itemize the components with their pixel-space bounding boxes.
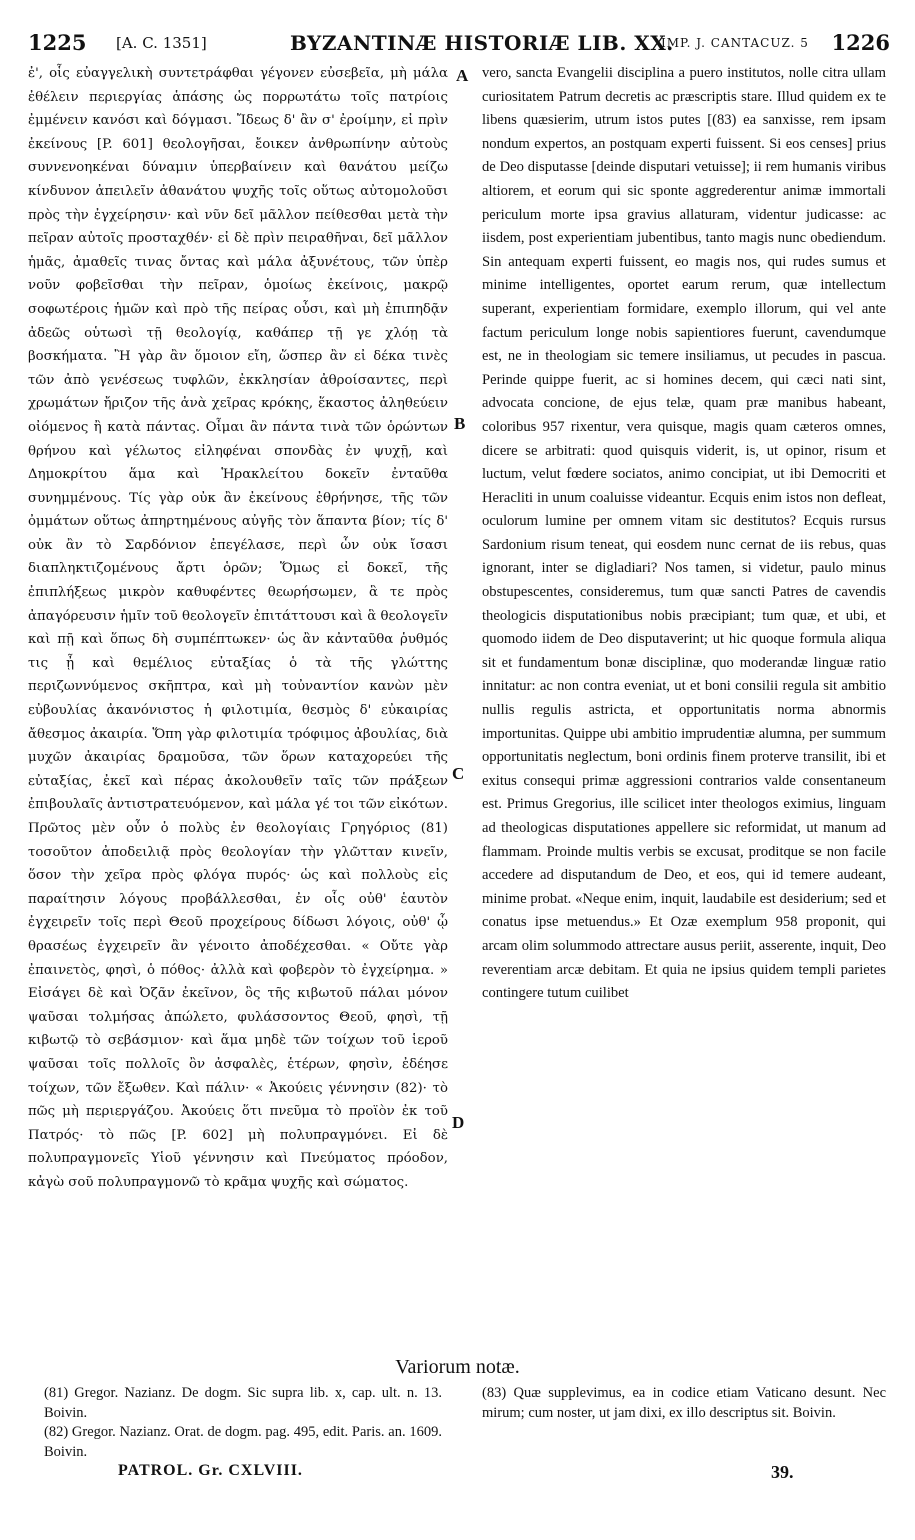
- year-marker: [A. C. 1351]: [116, 34, 207, 52]
- emperor-marker: IMP. J. CANTACUZ. 5: [661, 36, 809, 50]
- latin-text: vero, sancta Evangelii disciplina a puero institutos, nolle citra ullam curiositatem Patrum decretis ac præscriptis stare. Illud quidem ex te libens quæsierim, utrum istos putes [(83) ea sanxisse, rem ipsam nondum expertos, an postquam experti fuissent. Si eos censes] prius de Deo disputasse [deinde disputari vetuisse]; ii rem humanis viribus altiorem, et eorum qui sic sponte aggrederentur animæ immortali periculum morte ipsa gravius allaturam, videntur judicasse: ac iisdem, post experientiam jubentibus, tanto magis nunc obediendum. Sin antequam experti fuissent, eo magis nos, qui rudes sumus et minime intelligentes, oportet earum rerum, quæ intellectum superant, experientiam formidare, exemplo illorum, qui vel ante factum periculum longe nobis sapientiores fuerunt, cavendumque est, ne in theologiam sic temere insiliamus, ut pecudes in pascua. Perinde quippe fuerit, ac si homines decem, qui cæci nati sint, advocata concione, de ejus telæ, quam præ manibus habeant, coloribus 957 rixentur, vera quisque, magis quam cæteros omnes, dicere se arbitrati: quod quisquis viderit, is, ut opinor, risum et luctum, velut fœdere sociatos, animo concipiat, ut ibi Democriti et Heracliti in unum coaluisse videantur. Ecquis enim istos non defleat, oculorum lumine per omnem vitam sic destitutos? Ecquis rursus Sardonium risum teneat, qui eosdem nunc cernat de iis rebus, quas ignorant, inter se digladiari? Nos tamen, si videtur, paulo minus obstupescentes, consideremus, tum quæ sancti Patres de cavendis theologicis disputationibus nobis præcipiant; tum quæ, et ubi, et quomodo iidem de Deo disputaverint; ut hic quoque formula aliqua sit et fundamentum bonæ disciplinæ, quo moderandæ linguæ ratio innitatur: ac non contra eveniat, ut et boni consilii regula sit ambitio nullis regulis astricta, et opportunitatis norma abnormis importunitas. Quippe ubi ambitio imprudentiæ alumna, per summum opportunitatis neglectum, boni ordinis finem proterve transilit, ibi et exitus consequi primæ aggressioni contrarios valde consentaneum est. Primus Gregorius, ille scilicet inter theologos eximius, linguam ad theologicas disputationes appellere sic reformidat, ut manum ad flammam. Proinde multis verbis se excusat, proditque se non facile accedere ad disputandum de Deo, et eos, qui id temere audeant, minime probat. «Neque enim, inquit, laudabile est desiderium; sed et conatus ipse metuendus.» Et Ozæ exemplum 958 proponit, qui arcam olim solummodo attrectare ausus periit, asserente, inquit, Deo reverentiam arcæ debitam. Et quia ne ipsius quidem templi parietes contingere tutum cuilibet: [482, 65, 886, 1002]
- right-page-number: 1226: [831, 30, 890, 55]
- running-title: BYZANTINÆ HISTORIÆ LIB. XX.: [290, 31, 674, 55]
- footer-series: PATROL. Gr. CXLVIII.: [118, 1462, 303, 1479]
- margin-marker-a: A: [456, 66, 469, 85]
- footnote-81: (81) Gregor. Nazianz. De dogm. Sic supra lib. x, cap. ult. n. 13. Boivin.: [44, 1385, 442, 1421]
- margin-marker-b: B: [454, 414, 466, 433]
- footnote-82: (82) Gregor. Nazianz. Orat. de dogm. pag. 495, edit. Paris. an. 1609. Boivin.: [44, 1424, 442, 1460]
- left-page-number: 1225: [28, 30, 87, 55]
- notes-left-column: [44, 1384, 442, 1462]
- margin-marker-c: C: [452, 764, 465, 783]
- notes-right-column: [482, 1384, 886, 1423]
- notes-heading: Variorum notæ.: [395, 1356, 520, 1378]
- margin-marker-d: D: [452, 1113, 465, 1132]
- greek-text: ἐ', οἷς εὐαγγελικὴ συντετράφθαι γέγονεν εὐσεβεῖα, μὴ μάλα ἐθέλειν περιεργίας ἁπάσης ὡς πορρωτάτω τοῖς πατρίοις ἐμμένειν κανόσι καὶ δόγμασι. Ἴδεως δ' ἂν σ' ἐροίμην, εἰ πρὶν ἐκείνους [P. 601] θεολογῆσαι, ἔοικεν ἀνθρωπίνην αὐτοὺς συννενοηκέναι δύναμιν ὑπερβαίνειν καὶ θανάτου μείζω κίνδυνον ἀπειλεῖν ἀθανάτου ψυχῆς τοῖς οὕτως αὐτομολοῦσι πρὸς τὴν ἐγχείρησιν· καὶ νῦν δεῖ μᾶλλον πείθεσθαι μετὰ τὴν πεῖραν αὐτοῖς προσταχθέν· εἰ δὲ πρὶν πειραθῆναι, δεῖ μᾶλλον ἡμᾶς, ἀμαθεῖς τινας ὄντας καὶ μάλα ἀξυνέτους, τῶν ὑπὲρ νοῦν φοβεῖσθαι τὴν πεῖραν, ὁμοίως ἐκείνοις, μακρῷ σοφωτέροις ἡμῶν καὶ πρὸ τῆς πείρας οὖσι, καὶ μὴ ἐπιπηδᾷν ἀδεῶς οὑτωσὶ τῇ θεολογίᾳ, καθάπερ τῇ γε χλόῃ τὰ βοσκήματα. Ἢ γὰρ ἂν ὅμοιον εἴη, ὥσπερ ἂν εἰ δέκα τινὲς τῶν ἀπὸ γενέσεως τυφλῶν, ἐκκλησίαν ἀθροίσαντες, περὶ χρωμάτων ἤριζον τῆς ἀνὰ χεῖρας κρόκης, ἕκαστος ἀληθεύειν οἰόμενος ἢ κατὰ πάντας. Οἶμαι ἂν πάντα τινὰ τῶν ὁρώντων θρήνου καὶ γέλωτος εἰληφέναι σπονδὰς ἐν ψυχῇ, καὶ Δημοκρίτου ἅμα καὶ Ἡρακλείτου δοκεῖν ἐνταῦθα συνημμένους. Τίς γὰρ οὐκ ἂν ἐκείνους ἐθρήνησε, τῆς τῶν ὀμμάτων οὕτως ἀπηρτημένους αὐγῆς τὸν ἅπαντα βίον; τίς δ' οὐκ ἂν τὸ Σαρδόνιον ἐπεγέλασε, περὶ ὧν οὐκ ἴσασι διαπληκτιζομένους ἄρτι ὁρῶν; Ὅμως εἰ δοκεῖ, τῆς ἐπιπλήξεως μικρὸν καθυφέντες θεωρήσωμεν, ἃ τε πρὸς ἀπαγόρευσιν ἡμῖν τοῦ θεολογεῖν ἐπιτάττουσι καὶ ἃ θεολογεῖν καὶ πῇ καὶ ὅπως δὴ συμπέπτωκεν· ὡς ἂν κἀνταῦθα ῥυθμός τις ᾖ καὶ θεμέλιος εὐταξίας ὁ τὰ τῆς γλώττης περιζωννύμενος σκῆπτρα, καὶ μὴ τοὐναντίον κανὼν μὲν εὐβουλίας ἀκανόνιστος ἡ φιλοτιμία, θεσμὸς δ' εὐκαιρίας ἄθεσμος ἀκαιρία. Ὅπη γὰρ φιλοτιμία τρόφιμος ἀβουλίας, διὰ μυχῶν ἀκαιρίας δραμοῦσα, τῶν ὅρων καταχορεύει τῆς εὐταξίας, ἐκεῖ καὶ πέρας ἀκολουθεῖν ταῖς τῶν πράξεων ἐπιβουλαῖς ἀντιστρατευόμενον, καὶ μάλα γέ τοι τῶν εἰκότων. Πρῶτος μὲν οὖν ὁ πολὺς ἐν θεολογίαις Γρηγόριος (81) τοσοῦτον ἀποδειλιᾷ πρὸς θεολογίαν τὴν γλῶτταν κινεῖν, ὅσον τὴν χεῖρα πρὸς φλόγα πυρός· ὡς καὶ πολλοὺς εἰς παραίτησιν λόγους προβάλλεσθαι, ἐν οἷς οὐθ' ἑαυτὸν ἐγχειρεῖν τοῖς περὶ Θεοῦ προχείρους δίδωσι λόγοις, οὐθ' ᾧ θρασέως ἐγχειρεῖν ἂν γένοιτο ἀποδέχεσθαι. « Οὔτε γὰρ ἐπαινετὸς, φησὶ, ὁ πόθος· ἀλλὰ καὶ φοβερὸν τὸ ἐγχείρημα. » Εἰσάγει δὲ καὶ Ὀζᾶν ἐκεῖνον, ὃς τῆς κιβωτοῦ πάλαι μόνον ψαῦσαι τολμήσας ἀπώλετο, φυλάσσοντος Θεοῦ, φησὶ, τῇ κιβωτῷ τὸ σεβάσμιον· καὶ ἅμα μηδὲ τῶν τοίχων τοῦ ἱεροῦ ψαῦσαι τοῖς πολλοῖς ὂν ἀσφαλὲς, ἑτέρων, φησὶν, ἐδέησε τοίχων, τῶν ἔξωθεν. Καὶ πάλιν· « Ἀκούεις γέννησιν (82)· τὸ πῶς μὴ περιεργάζου. Ἀκούεις ὅτι πνεῦμα τὸ προϊὸν ἐκ τοῦ Πατρός· τὸ πῶς [P. 602] μὴ πολυπραγμόνει. Εἰ δὲ πολυπραγμονεῖς Υἱοῦ γέννησιν καὶ Πνεύματος πρόοδον, κἀγὼ σοῦ πολυπραγμονῶ τὸ κρᾶμα ψυχῆς καὶ σώματος.: [28, 66, 448, 1190]
- page-header: [28, 30, 890, 58]
- greek-column: [28, 62, 448, 1360]
- latin-column: [482, 62, 886, 1360]
- footnote-83: (83) Quæ supplevimus, ea in codice etiam Vaticano desunt. Nec mirum; cum noster, ut jam dixi, ex illo descriptus sit. Boivin.: [482, 1385, 886, 1421]
- footer-page-number: 39.: [771, 1462, 794, 1482]
